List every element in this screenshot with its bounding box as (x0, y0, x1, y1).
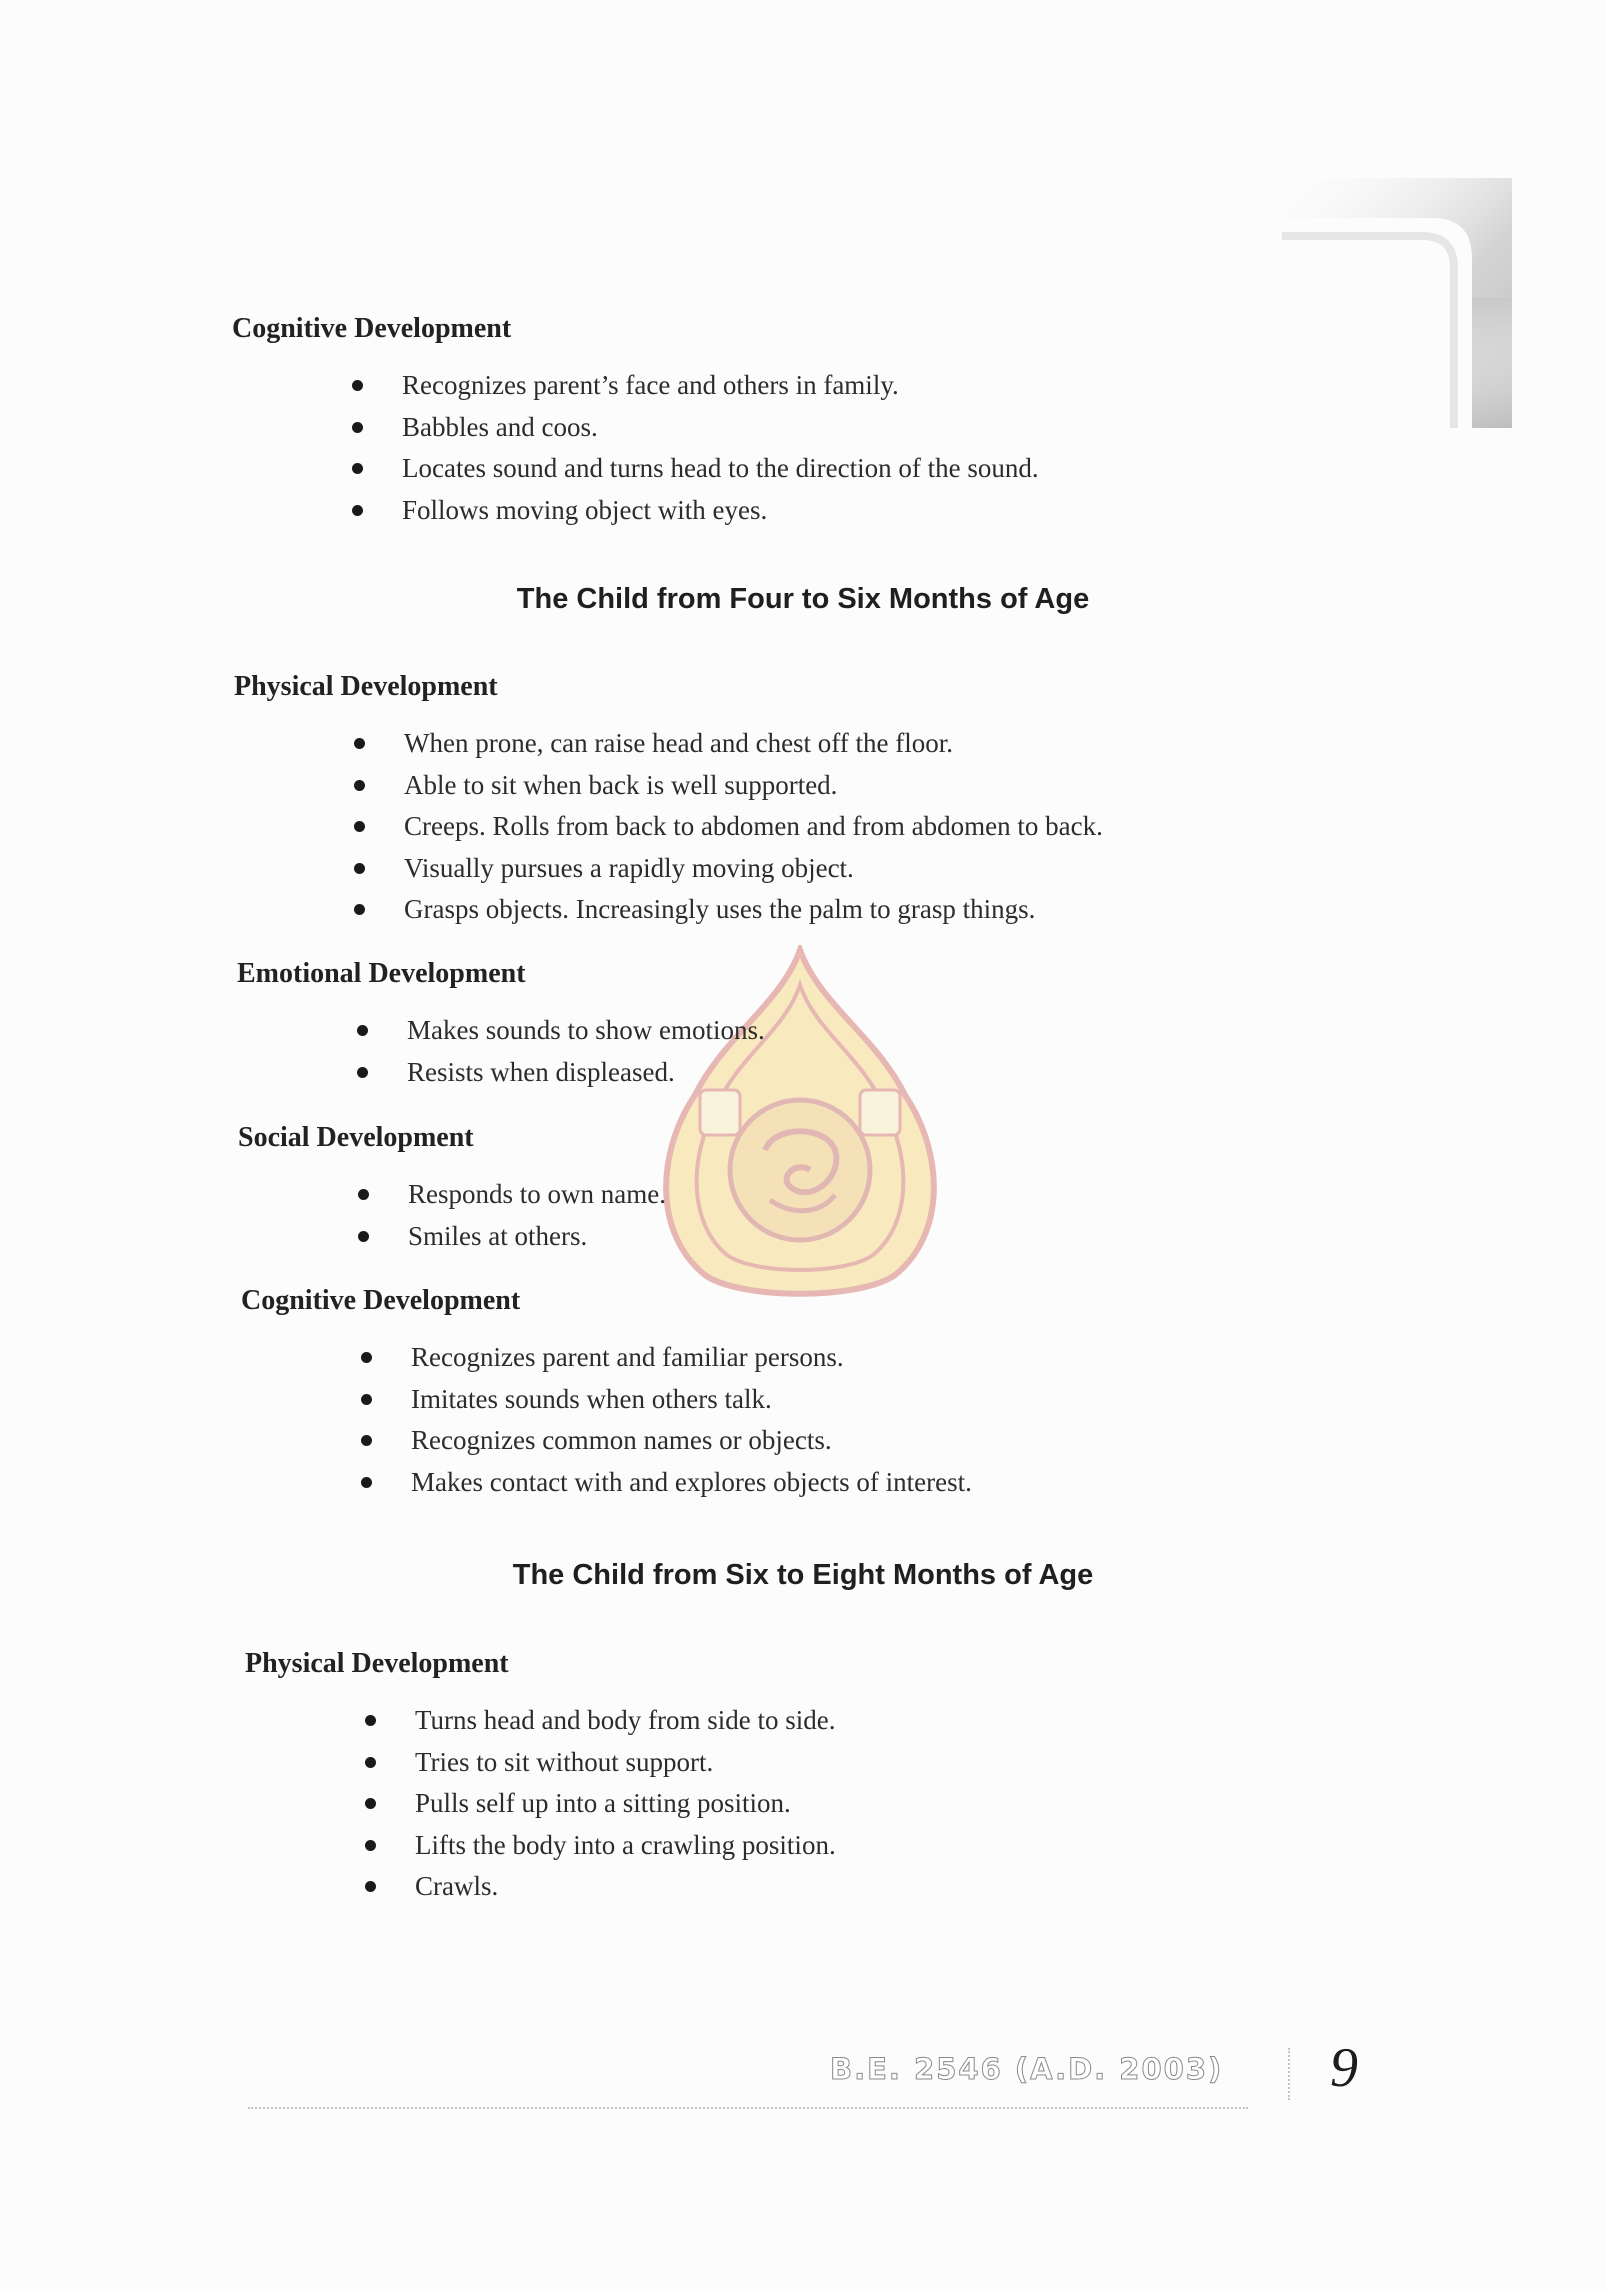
bullet-icon (358, 1189, 369, 1200)
cognitive-list-2 (361, 1340, 972, 1506)
social-list (358, 1177, 666, 1260)
list-item: Creeps. Rolls from back to abdomen and from abdomen to back. (354, 809, 1103, 851)
bullet-icon (365, 1798, 376, 1809)
section-heading-physical-2: Physical Development (245, 1648, 509, 1679)
list-item: Grasps objects. Increasingly uses the palm to grasp things. (354, 892, 1103, 934)
bullet-icon (365, 1757, 376, 1768)
bullet-icon (365, 1840, 376, 1851)
bullet-icon (352, 463, 363, 474)
section-heading-physical: Physical Development (234, 671, 498, 702)
physical-list-2 (365, 1703, 836, 1911)
footer-year-label: B.E. 2546 (A.D. 2003) (830, 2052, 1224, 2086)
list-item: Turns head and body from side to side. (365, 1703, 836, 1745)
age-title-four-to-six: The Child from Four to Six Months of Age (516, 583, 1090, 615)
list-item: Resists when displeased. (357, 1055, 765, 1097)
bullet-icon (357, 1067, 368, 1078)
page-number: 9 (1330, 2037, 1358, 2099)
section-heading-social: Social Development (238, 1122, 474, 1153)
list-item: Imitates sounds when others talk. (361, 1382, 972, 1424)
footer-rule (248, 2107, 1248, 2109)
list-item: Recognizes parent and familiar persons. (361, 1340, 972, 1382)
section-heading-emotional: Emotional Development (237, 958, 526, 989)
list-item: Makes contact with and explores objects of interest. (361, 1465, 972, 1507)
list-item: Babbles and coos. (352, 410, 1039, 452)
list-item: Pulls self up into a sitting position. (365, 1786, 836, 1828)
list-item: Makes sounds to show emotions. (357, 1013, 765, 1055)
bullet-icon (354, 780, 365, 791)
bullet-icon (354, 863, 365, 874)
bullet-icon (354, 821, 365, 832)
list-item: Able to sit when back is well supported. (354, 768, 1103, 810)
section-heading-cognitive-2: Cognitive Development (241, 1285, 521, 1316)
bullet-icon (365, 1881, 376, 1892)
list-item: Smiles at others. (358, 1219, 666, 1261)
bullet-icon (354, 904, 365, 915)
bullet-icon (361, 1352, 372, 1363)
bullet-icon (352, 505, 363, 516)
physical-list (354, 726, 1103, 934)
bullet-icon (361, 1435, 372, 1446)
list-item: Recognizes parent’s face and others in family. (352, 368, 1039, 410)
cognitive-list (352, 368, 1039, 534)
list-item: Lifts the body into a crawling position. (365, 1828, 836, 1870)
list-item: Tries to sit without support. (365, 1745, 836, 1787)
list-item: Crawls. (365, 1869, 836, 1911)
bullet-icon (357, 1025, 368, 1036)
bullet-icon (361, 1477, 372, 1488)
list-item: Responds to own name. (358, 1177, 666, 1219)
list-item: Visually pursues a rapidly moving object. (354, 851, 1103, 893)
section-heading-cognitive: Cognitive Development (232, 313, 512, 344)
bullet-icon (352, 422, 363, 433)
list-item: Locates sound and turns head to the direction of the sound. (352, 451, 1039, 493)
bullet-icon (358, 1231, 369, 1242)
bullet-icon (352, 380, 363, 391)
list-item: When prone, can raise head and chest off the floor. (354, 726, 1103, 768)
list-item: Recognizes common names or objects. (361, 1423, 972, 1465)
footer-divider (1288, 2048, 1290, 2100)
age-title-six-to-eight: The Child from Six to Eight Months of Age (512, 1559, 1094, 1591)
bullet-icon (361, 1394, 372, 1405)
bullet-icon (365, 1715, 376, 1726)
list-item: Follows moving object with eyes. (352, 493, 1039, 535)
emotional-list (357, 1013, 765, 1096)
bullet-icon (354, 738, 365, 749)
